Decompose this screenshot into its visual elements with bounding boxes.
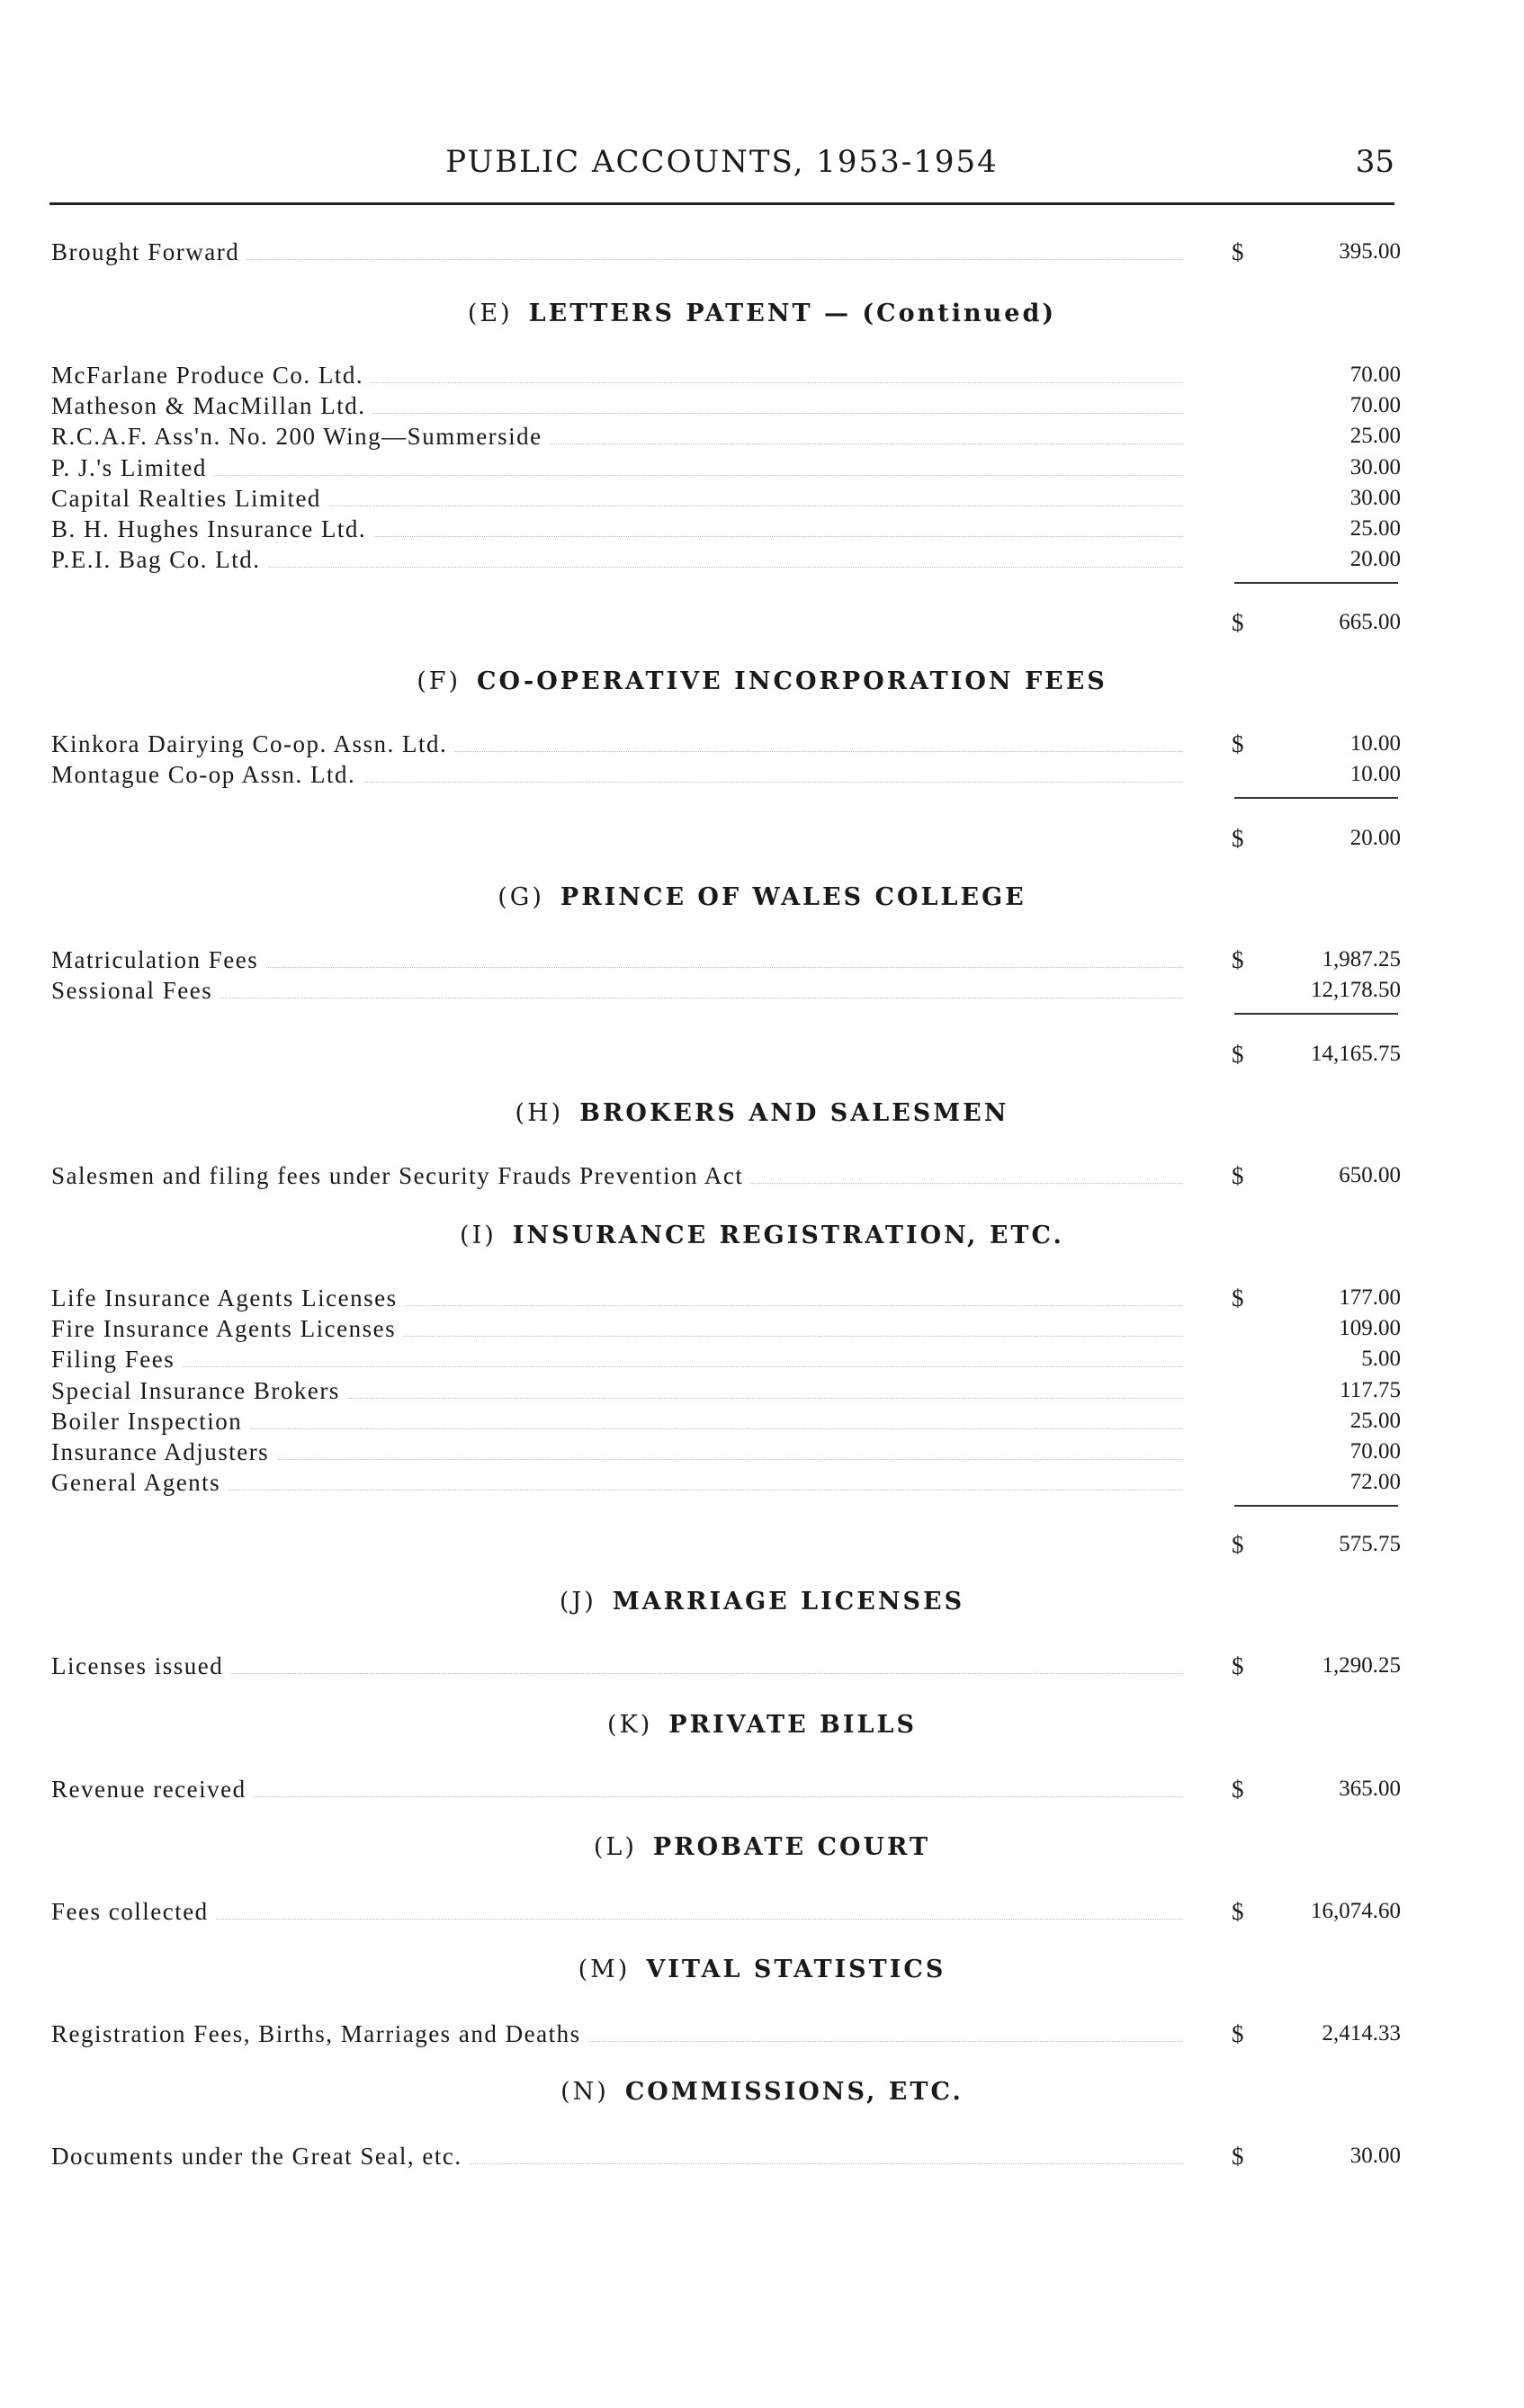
dollar-sign: $ <box>1232 1531 1245 1558</box>
section-letter: (K) <box>607 1711 653 1739</box>
row-label: P. J.'s Limited <box>51 452 214 483</box>
row-label: Montague Co-op Assn. Ltd. <box>51 759 363 790</box>
ledger-row <box>51 944 1401 975</box>
section-heading <box>0 1711 1524 1739</box>
page-header <box>49 144 1394 194</box>
row-label: Matriculation Fees <box>51 944 265 975</box>
row-amount: 70.00 <box>1349 393 1401 418</box>
row-amount: 10.00 <box>1349 762 1401 787</box>
row-amount: 30.00 <box>1349 2144 1401 2168</box>
ledger-row <box>51 360 1401 390</box>
section-letter: (L) <box>593 1833 637 1861</box>
row-amount: 16,074.60 <box>1311 1899 1401 1923</box>
row-label: Licenses issued <box>51 1651 230 1681</box>
row-label: Brought Forward <box>51 237 247 267</box>
row-label: Capital Realties Limited <box>51 483 328 514</box>
row-label: R.C.A.F. Ass'n. No. 200 Wing—Summerside <box>51 421 550 452</box>
row-label: Matheson & MacMillan Ltd. <box>51 390 372 421</box>
row-label: Registration Fees, Births, Marriages and Deaths <box>51 2019 588 2049</box>
section-total-amount: 14,165.75 <box>1311 1042 1401 1066</box>
section-total-amount: 665.00 <box>1339 610 1401 634</box>
section-title: PROBATE COURT <box>652 1833 931 1861</box>
section-heading <box>0 1099 1524 1127</box>
row-amount: 12,178.50 <box>1311 978 1401 1003</box>
dollar-sign: $ <box>1232 1162 1245 1189</box>
dollar-sign: $ <box>1232 825 1245 852</box>
section-heading <box>0 1222 1524 1249</box>
row-label: Kinkora Dairying Co-op. Assn. Ltd. <box>51 729 454 759</box>
row-amount: 5.00 <box>1361 1347 1401 1372</box>
dollar-sign: $ <box>1232 2143 1245 2170</box>
row-amount: 177.00 <box>1339 1285 1401 1310</box>
row-label: Special Insurance Brokers <box>51 1375 347 1406</box>
section-letter: (I) <box>460 1222 497 1249</box>
section-title: VITAL STATISTICS <box>646 1956 946 1983</box>
section-title: CO-OPERATIVE INCORPORATION FEES <box>477 667 1107 695</box>
section-title: INSURANCE REGISTRATION, ETC. <box>512 1222 1064 1249</box>
row-label: Insurance Adjusters <box>51 1437 276 1467</box>
dollar-sign: $ <box>1232 1652 1245 1679</box>
section-letter: (N) <box>560 2078 609 2106</box>
row-amount: 25.00 <box>1349 1408 1401 1433</box>
row-label: Fire Insurance Agents Licenses <box>51 1313 403 1344</box>
section-title: PRIVATE BILLS <box>668 1711 917 1739</box>
row-amount: 650.00 <box>1339 1163 1401 1187</box>
ledger-row <box>51 2141 1401 2171</box>
dollar-sign: $ <box>1232 609 1245 636</box>
ledger-row <box>51 1774 1401 1804</box>
ledger-row <box>51 1344 1401 1374</box>
ledger-row <box>51 544 1401 575</box>
section-letter: (J) <box>559 1588 596 1616</box>
row-amount: 395.00 <box>1339 239 1401 264</box>
subtotal-rule <box>1234 1013 1398 1015</box>
row-label: General Agents <box>51 1467 228 1498</box>
ledger-row <box>51 1160 1401 1191</box>
brought-forward-row <box>51 237 1401 267</box>
dollar-sign: $ <box>1232 1041 1245 1068</box>
row-label: B. H. Hughes Insurance Ltd. <box>51 514 373 544</box>
section-title: BROKERS AND SALESMEN <box>579 1099 1009 1127</box>
section-heading <box>0 300 1524 327</box>
row-label: McFarlane Produce Co. Ltd. <box>51 360 371 390</box>
header-rule <box>49 202 1394 205</box>
section-heading <box>0 1956 1524 1983</box>
row-amount: 109.00 <box>1339 1316 1401 1341</box>
ledger-row <box>51 1437 1401 1467</box>
ledger-row <box>51 975 1401 1006</box>
section-letter: (M) <box>578 1956 631 1983</box>
subtotal-rule <box>1234 1505 1398 1507</box>
ledger-row <box>51 390 1401 421</box>
dollar-sign: $ <box>1232 2020 1245 2047</box>
ledger-row <box>51 1651 1401 1681</box>
row-label: Fees collected <box>51 1896 216 1927</box>
row-label: Documents under the Great Seal, etc. <box>51 2141 470 2171</box>
dot-leader <box>51 475 1183 476</box>
section-letter: (G) <box>498 883 544 911</box>
section-total-row <box>51 1529 1401 1560</box>
row-amount: 70.00 <box>1349 1439 1401 1464</box>
row-amount: 25.00 <box>1349 424 1401 449</box>
subtotal-rule <box>1234 582 1398 584</box>
dollar-sign: $ <box>1232 1285 1245 1311</box>
row-label: Sessional Fees <box>51 975 220 1006</box>
section-letter: (E) <box>467 300 513 327</box>
row-amount: 10.00 <box>1349 731 1401 756</box>
section-title: COMMISSIONS, ETC. <box>624 2078 964 2106</box>
section-title: LETTERS PATENT — (Continued) <box>528 300 1057 327</box>
dot-leader <box>51 1366 1183 1367</box>
ledger-row <box>51 483 1401 514</box>
ledger-row <box>51 1283 1401 1313</box>
row-amount: 30.00 <box>1349 454 1401 479</box>
row-label: Salesmen and filing fees under Security Frauds Prevention Act <box>51 1160 750 1191</box>
row-label: Revenue received <box>51 1774 254 1804</box>
section-total-amount: 20.00 <box>1349 826 1401 850</box>
dollar-sign: $ <box>1232 946 1245 973</box>
section-heading <box>0 883 1524 911</box>
row-amount: 117.75 <box>1340 1377 1401 1402</box>
ledger-row <box>51 729 1401 759</box>
section-heading <box>0 667 1524 695</box>
row-label: Life Insurance Agents Licenses <box>51 1283 405 1313</box>
section-heading <box>0 1833 1524 1861</box>
row-amount: 20.00 <box>1349 547 1401 572</box>
ledger-row <box>51 1313 1401 1344</box>
row-label: Filing Fees <box>51 1344 182 1374</box>
section-total-row <box>51 607 1401 638</box>
ledger-row <box>51 1375 1401 1406</box>
section-heading <box>0 1588 1524 1616</box>
section-total-row <box>51 823 1401 854</box>
ledger-row <box>51 421 1401 452</box>
row-amount: 1,987.25 <box>1322 947 1401 971</box>
row-amount: 365.00 <box>1339 1777 1401 1801</box>
dollar-sign: $ <box>1232 1776 1245 1803</box>
ledger-row <box>51 452 1401 483</box>
section-total-row <box>51 1039 1401 1070</box>
ledger-row <box>51 759 1401 790</box>
section-letter: (H) <box>515 1099 564 1127</box>
dollar-sign: $ <box>1232 730 1245 757</box>
row-amount: 1,290.25 <box>1322 1653 1401 1678</box>
section-total-amount: 575.75 <box>1339 1532 1401 1556</box>
row-amount: 25.00 <box>1349 516 1401 541</box>
section-title: PRINCE OF WALES COLLEGE <box>560 883 1026 911</box>
ledger-row <box>51 1896 1401 1927</box>
dot-leader <box>51 1919 1183 1920</box>
row-label: P.E.I. Bag Co. Ltd. <box>51 544 268 575</box>
row-amount: 72.00 <box>1349 1470 1401 1495</box>
page-title: PUBLIC ACCOUNTS, 1953-1954 <box>445 144 999 180</box>
section-heading <box>0 2078 1524 2106</box>
row-amount: 30.00 <box>1349 485 1401 510</box>
row-label: Boiler Inspection <box>51 1406 249 1437</box>
dollar-sign: $ <box>1232 1898 1245 1925</box>
ledger-row <box>51 1406 1401 1437</box>
subtotal-rule <box>1234 797 1398 799</box>
dollar-sign: $ <box>1232 238 1245 265</box>
ledger-row <box>51 514 1401 544</box>
section-title: MARRIAGE LICENSES <box>612 1588 965 1616</box>
section-letter: (F) <box>417 667 461 695</box>
row-amount: 70.00 <box>1349 363 1401 387</box>
ledger-row <box>51 2019 1401 2049</box>
row-amount: 2,414.33 <box>1322 2021 1401 2045</box>
ledger-row <box>51 1467 1401 1498</box>
page-number: 35 <box>1355 144 1394 180</box>
